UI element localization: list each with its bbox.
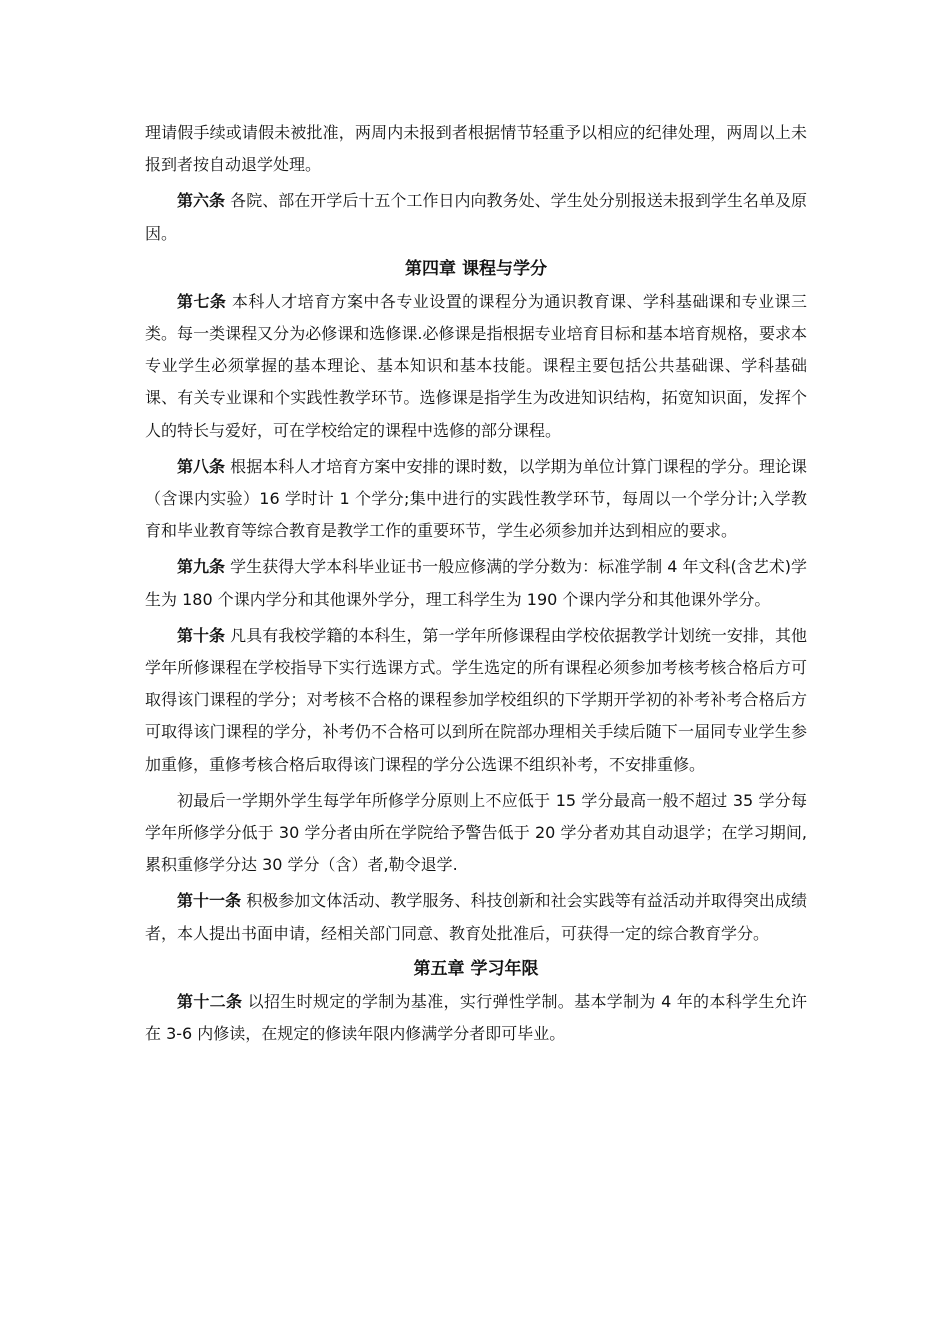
chapter-4-heading: 第四章 课程与学分	[405, 258, 547, 279]
chapter-5-heading: 第五章 学习年限	[413, 958, 539, 979]
article-11-text: 积极参加文体活动、教学服务、科技创新和社会实践等有益活动并取得突出成绩者，本人提出书面申请，经相关部门同意、教育处批准后，可获得一定的综合教育学分。	[145, 891, 807, 943]
article-8-text: 根据本科人才培育方案中安排的课时数，以学期为单位计算门课程的学分。理论课（含课内实验）16 学时计 1 个学分;集中进行的实践性教学环节，每周以一个学分计;入学教育和毕业教育等综合教育是教学工作的重要环节，学生必须参加并达到相应的要求。	[145, 456, 807, 541]
article-8	[145, 451, 807, 548]
article-7-text: 本科人才培育方案中各专业设置的课程分为通识教育课、学科基础课和专业课三类。每一类课程又分为必修课和选修课.必修课是指根据专业培育目标和基本培育规格，要求本专业学生必须掌握的基本理论、基本知识和基本技能。课程主要包括公共基础课、学科基础课、有关专业课和个实践性教学环节。选修课是指学生为改进知识结构，拓宽知识面，发挥个人的特长与爱好，可在学校给定的课程中选修的部分课程。	[145, 291, 807, 440]
article-11	[145, 885, 807, 949]
article-12	[145, 986, 807, 1050]
article-7	[145, 286, 807, 447]
article-9-label: 第九条	[177, 557, 226, 577]
article-12-label: 第十二条	[177, 991, 243, 1011]
article-7-label: 第七条	[177, 291, 227, 311]
article-9	[145, 551, 807, 615]
credits-paragraph: 初最后一学期外学生每学年所修学分原则上不应低于 15 学分最高一般不超过 35 学分每学年所修学分低于 30 学分者由所在学院给予警告低于 20 学分者劝其自动退学；在学习期间,累积重修学分达 30 学分（含）者,勒令退学.	[145, 790, 807, 875]
article-6	[145, 185, 807, 249]
article-9-text: 学生获得大学本科毕业证书一般应修满的学分数为：标准学制 4 年文科(含艺术)学生为 180 个课内学分和其他课外学分，理工科学生为 190 个课内学分和其他课外学分。	[145, 557, 807, 609]
article-8-label: 第八条	[177, 456, 226, 476]
document-body	[145, 117, 807, 1050]
article-6-text: 各院、部在开学后十五个工作日内向教务处、学生处分别报送未报到学生名单及原因。	[145, 191, 807, 243]
article-12-text: 以招生时规定的学制为基准，实行弹性学制。基本学制为 4 年的本科学生允许在 3-6 内修读，在规定的修读年限内修满学分者即可毕业。	[145, 991, 807, 1044]
article-6-label: 第六条	[177, 191, 226, 211]
article-10-label: 第十条	[177, 625, 226, 645]
article-11-label: 第十一条	[177, 891, 242, 911]
article-10-text: 凡具有我校学籍的本科生，第一学年所修课程由学校依据教学计划统一安排，其他学年所修课程在学校指导下实行选课方式。学生选定的所有课程必须参加考核考核合格后方可取得该门课程的学分；对考核不合格的课程参加学校组织的下学期开学初的补考补考合格后方可取得该门课程的学分，补考仍不合格可以到所在院部办理相关手续后随下一届同专业学生参加重修，重修考核合格后取得该门课程的学分公选课不组织补考，不安排重修。	[145, 625, 807, 774]
continuation-paragraph: 理请假手续或请假未被批准，两周内未报到者根据情节轻重予以相应的纪律处理，两周以上未报到者按自动退学处理。	[145, 123, 807, 175]
article-10	[145, 620, 807, 781]
